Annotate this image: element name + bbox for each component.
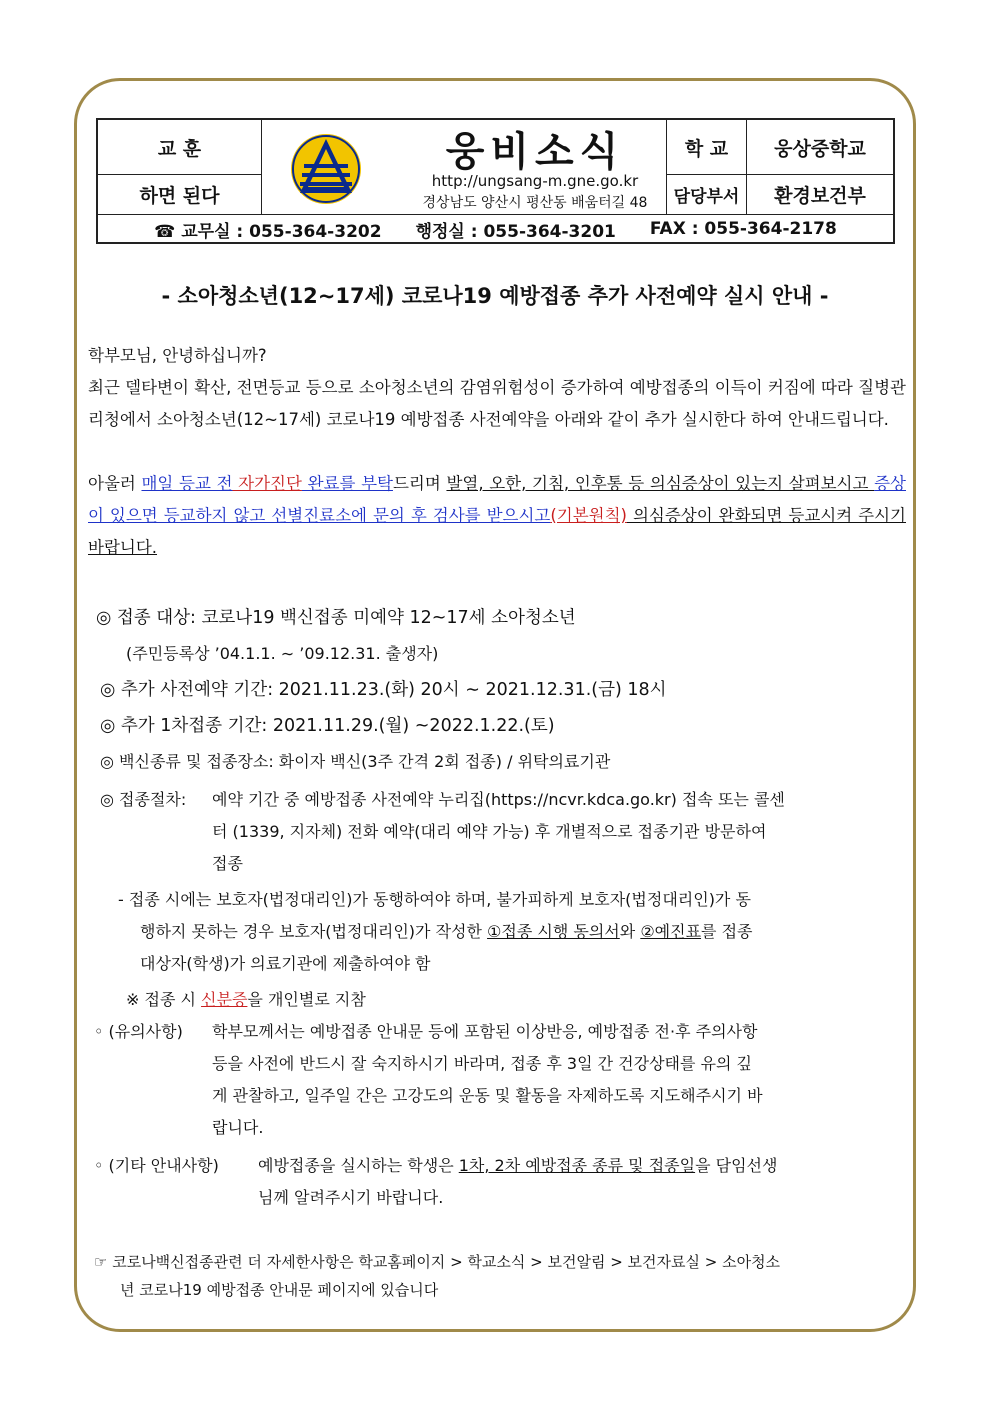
request-principle: (기본원칙) xyxy=(550,506,627,525)
item-id-note: ※ 접종 시 신분증을 개인별로 지참 xyxy=(126,990,366,1009)
document-title: - 소아청소년(12∼17세) 코로나19 예방접종 추가 사전예약 실시 안내 - xyxy=(161,284,829,308)
school-label: 학 교 xyxy=(667,120,747,175)
contact-row xyxy=(98,216,893,242)
etc-text: 예방접종을 실시하는 학생은 1차, 2차 예방접종 종류 및 접종일을 담임선생 님께 알려주시기 바랍니다. xyxy=(258,1156,778,1207)
item-target-note: (주민등록상 ’04.1.1. ∼ ’09.12.31. 출생자) xyxy=(126,644,439,663)
newsletter-title: 웅비소식 xyxy=(445,129,625,175)
dept-label: 담당부서 xyxy=(667,175,747,215)
item-first-dose: ◎ 추가 1차접종 기간: 2021.11.29.(월) ~2022.1.22.(토) xyxy=(100,716,555,736)
motto: 하면 된다 xyxy=(98,175,262,215)
id-card: 신분증 xyxy=(201,990,248,1009)
item-target: ◎ 접종 대상: 코로나19 백신접종 미예약 12~17세 소아청소년 xyxy=(96,608,576,628)
etc-dose-info: 1차, 2차 예방접종 종류 및 접종일 xyxy=(458,1156,696,1175)
school-logo-icon xyxy=(290,133,362,205)
request-test: 증상이 있으면 등교하지 않고 선별진료소에 문의 후 검사를 받으시고 xyxy=(88,474,906,525)
phone-admin: 행정실 : 055-364-3201 xyxy=(415,221,616,242)
dept-name: 환경보건부 xyxy=(747,175,893,215)
footer-note: ☞ 코로나백신접종관련 더 자세한사항은 학교홈페이지 > 학교소식 > 보건알림 > 보건자료실 > 소아청소 년 코로나19 예방접종 안내문 페이지에 있습니다 xyxy=(94,1253,781,1299)
consent-form: ①접종 시행 동의서 xyxy=(487,922,620,941)
item-guardian: - 접종 시에는 보호자(법정대리인)가 동행하여야 하며, 불가피하게 보호자(법정대리인)가 동 행하지 못하는 경우 보호자(법정대리인)가 작성한 ①접종 시행 동의서와 ②예진표를 접종 대상자(학생)가 의료기관에 제출하여야 함 xyxy=(118,890,753,973)
fax-number: FAX : 055-364-2178 xyxy=(649,219,837,239)
request-return: 의심증상이 완화되면 등교시켜 주시기 바랍니다. xyxy=(88,506,906,557)
motto-label: 교 훈 xyxy=(98,120,262,175)
school-url[interactable]: http://ungsang-m.gne.go.kr xyxy=(431,172,639,190)
school-name: 웅상중학교 xyxy=(747,120,893,175)
etc-label: ◦ (기타 안내사항) xyxy=(94,1156,219,1175)
phone-teachers: ☎ 교무실 : 055-364-3202 xyxy=(154,221,382,242)
item-procedure-label: ◎ 접종절차: xyxy=(100,790,187,809)
screening-form: ②예진표 xyxy=(640,922,702,941)
caution-text: 학부모께서는 예방접종 안내문 등에 포함된 이상반응, 예방접종 전·후 주의사항 등을 사전에 반드시 잘 숙지하시기 바라며, 접종 후 3일 간 건강상태를 유의 깊 게 관찰하고, 일주일 간은 고강도의 운동 및 활동을 자제하도록 지도해주시기 바 랍니다. xyxy=(212,1022,763,1137)
school-address: 경상남도 양산시 평산동 배움터길 48 xyxy=(422,195,648,211)
request-selfcheck: 자가진단 xyxy=(232,474,302,493)
greeting: 학부모님, 안녕하십니까? xyxy=(88,346,267,365)
item-vaccine: ◎ 백신종류 및 접종장소: 화이자 백신(3주 간격 2회 접종) / 위탁의료기관 xyxy=(100,752,611,771)
intro-body: 최근 델타변이 확산, 전면등교 등으로 소아청소년의 감염위험성이 증가하여 예방접종의 이득이 커짐에 따라 질병관리청에서 소아청소년(12~17세) 코로나19 예방접종 사전예약을 아래와 같이 추가 실시한다 하여 안내드립니다. xyxy=(88,378,906,429)
request-symptoms: 발열, 오한, 기침, 인후통 등 의심증상이 있는지 살펴보시고 xyxy=(446,474,875,493)
request-daily: 매일 등교 전 xyxy=(141,474,233,493)
caution-label: ◦ (유의사항) xyxy=(94,1022,183,1041)
request-complete: 완료를 부탁 xyxy=(301,474,393,493)
item-procedure: 예약 기간 중 예방접종 사전예약 누리집(https://ncvr.kdca.go.kr) 접속 또는 콜센 터 (1339, 지자체) 전화 예약(대리 예약 가능) 후 개별적으로 접종기관 방문하여 접종 xyxy=(212,790,785,873)
item-reservation: ◎ 추가 사전예약 기간: 2021.11.23.(화) 20시 ∼ 2021.12.31.(금) 18시 xyxy=(100,680,667,700)
intro-request: 아울러 매일 등교 전 자가진단 완료를 부탁드리며 발열, 오한, 기침, 인후통 등 의심증상이 있는지 살펴보시고 증상이 있으면 등교하지 않고 선별진료소에 문의 후 검사를 받으시고(기본원칙) 의심증상이 완화되면 등교시켜 주시기 바랍니다. xyxy=(88,474,906,557)
